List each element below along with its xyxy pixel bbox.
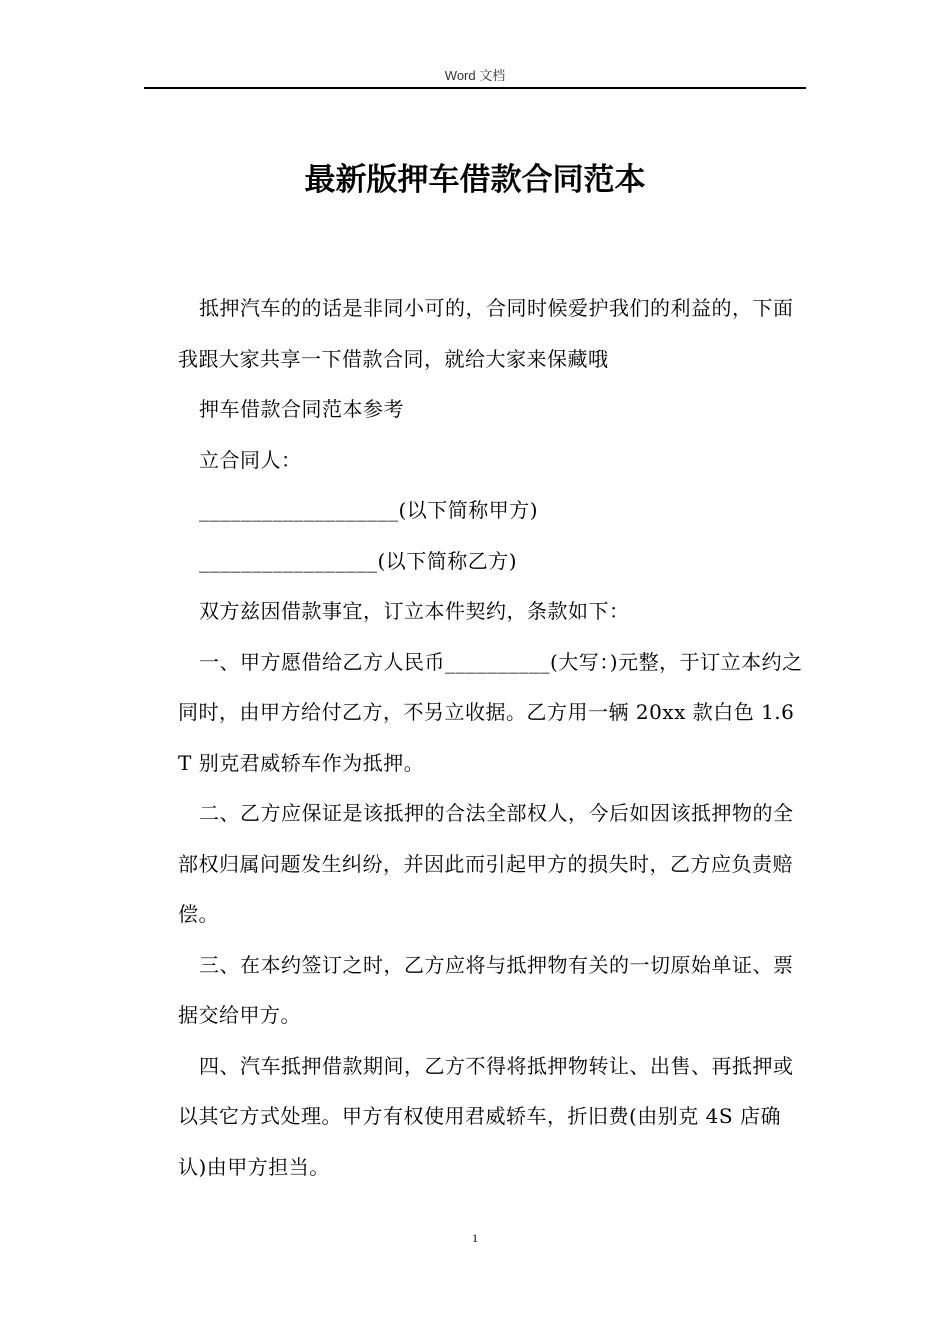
- paragraph-clause-4: 四、汽车抵押借款期间，乙方不得将抵押物转让、出售、再抵押或以其它方式处理。甲方有权使用君威轿车，折旧费(由别克 4S 店确认)由甲方担当。: [178, 1053, 794, 1179]
- paragraph-clause-1: 一、甲方愿借给乙方人民币__________(大写：)元整，于订立本约之同时，由甲方给付乙方，不另立收据。乙方用一辆 20xx 款白色 1.6T 别克君威轿车作为抵押。: [178, 649, 803, 775]
- header-divider: [144, 87, 806, 89]
- paragraph-preamble: 双方兹因借款事宜，订立本件契约，条款如下：: [199, 599, 630, 623]
- document-title: 最新版押车借款合同范本: [304, 162, 646, 198]
- paragraph-clause-3: 三、在本约签订之时，乙方应将与抵押物有关的一切原始单证、票据交给甲方。: [178, 952, 794, 1027]
- paragraph-party-a: ___________________(以下简称甲方): [199, 498, 539, 522]
- paragraph-party-b: _________________(以下简称乙方): [199, 548, 518, 573]
- paragraph-clause-2: 二、乙方应保证是该抵押的合法全部权人，今后如因该抵押物的全部权归属问题发生纠纷，并因此而引起甲方的损失时，乙方应负责赔偿。: [178, 801, 794, 926]
- paragraph-parties-label: 立合同人：: [199, 447, 302, 472]
- paragraph-intro: 抵押汽车的的话是非同小可的，合同时候爱护我们的利益的，下面我跟大家共享一下借款合同，就给大家来保藏哦: [178, 296, 794, 371]
- paragraph-subtitle: 押车借款合同范本参考: [199, 397, 404, 421]
- document-body: [178, 283, 808, 1192]
- page-header-label: Word 文档: [444, 68, 506, 83]
- page-number: 1: [472, 1231, 478, 1245]
